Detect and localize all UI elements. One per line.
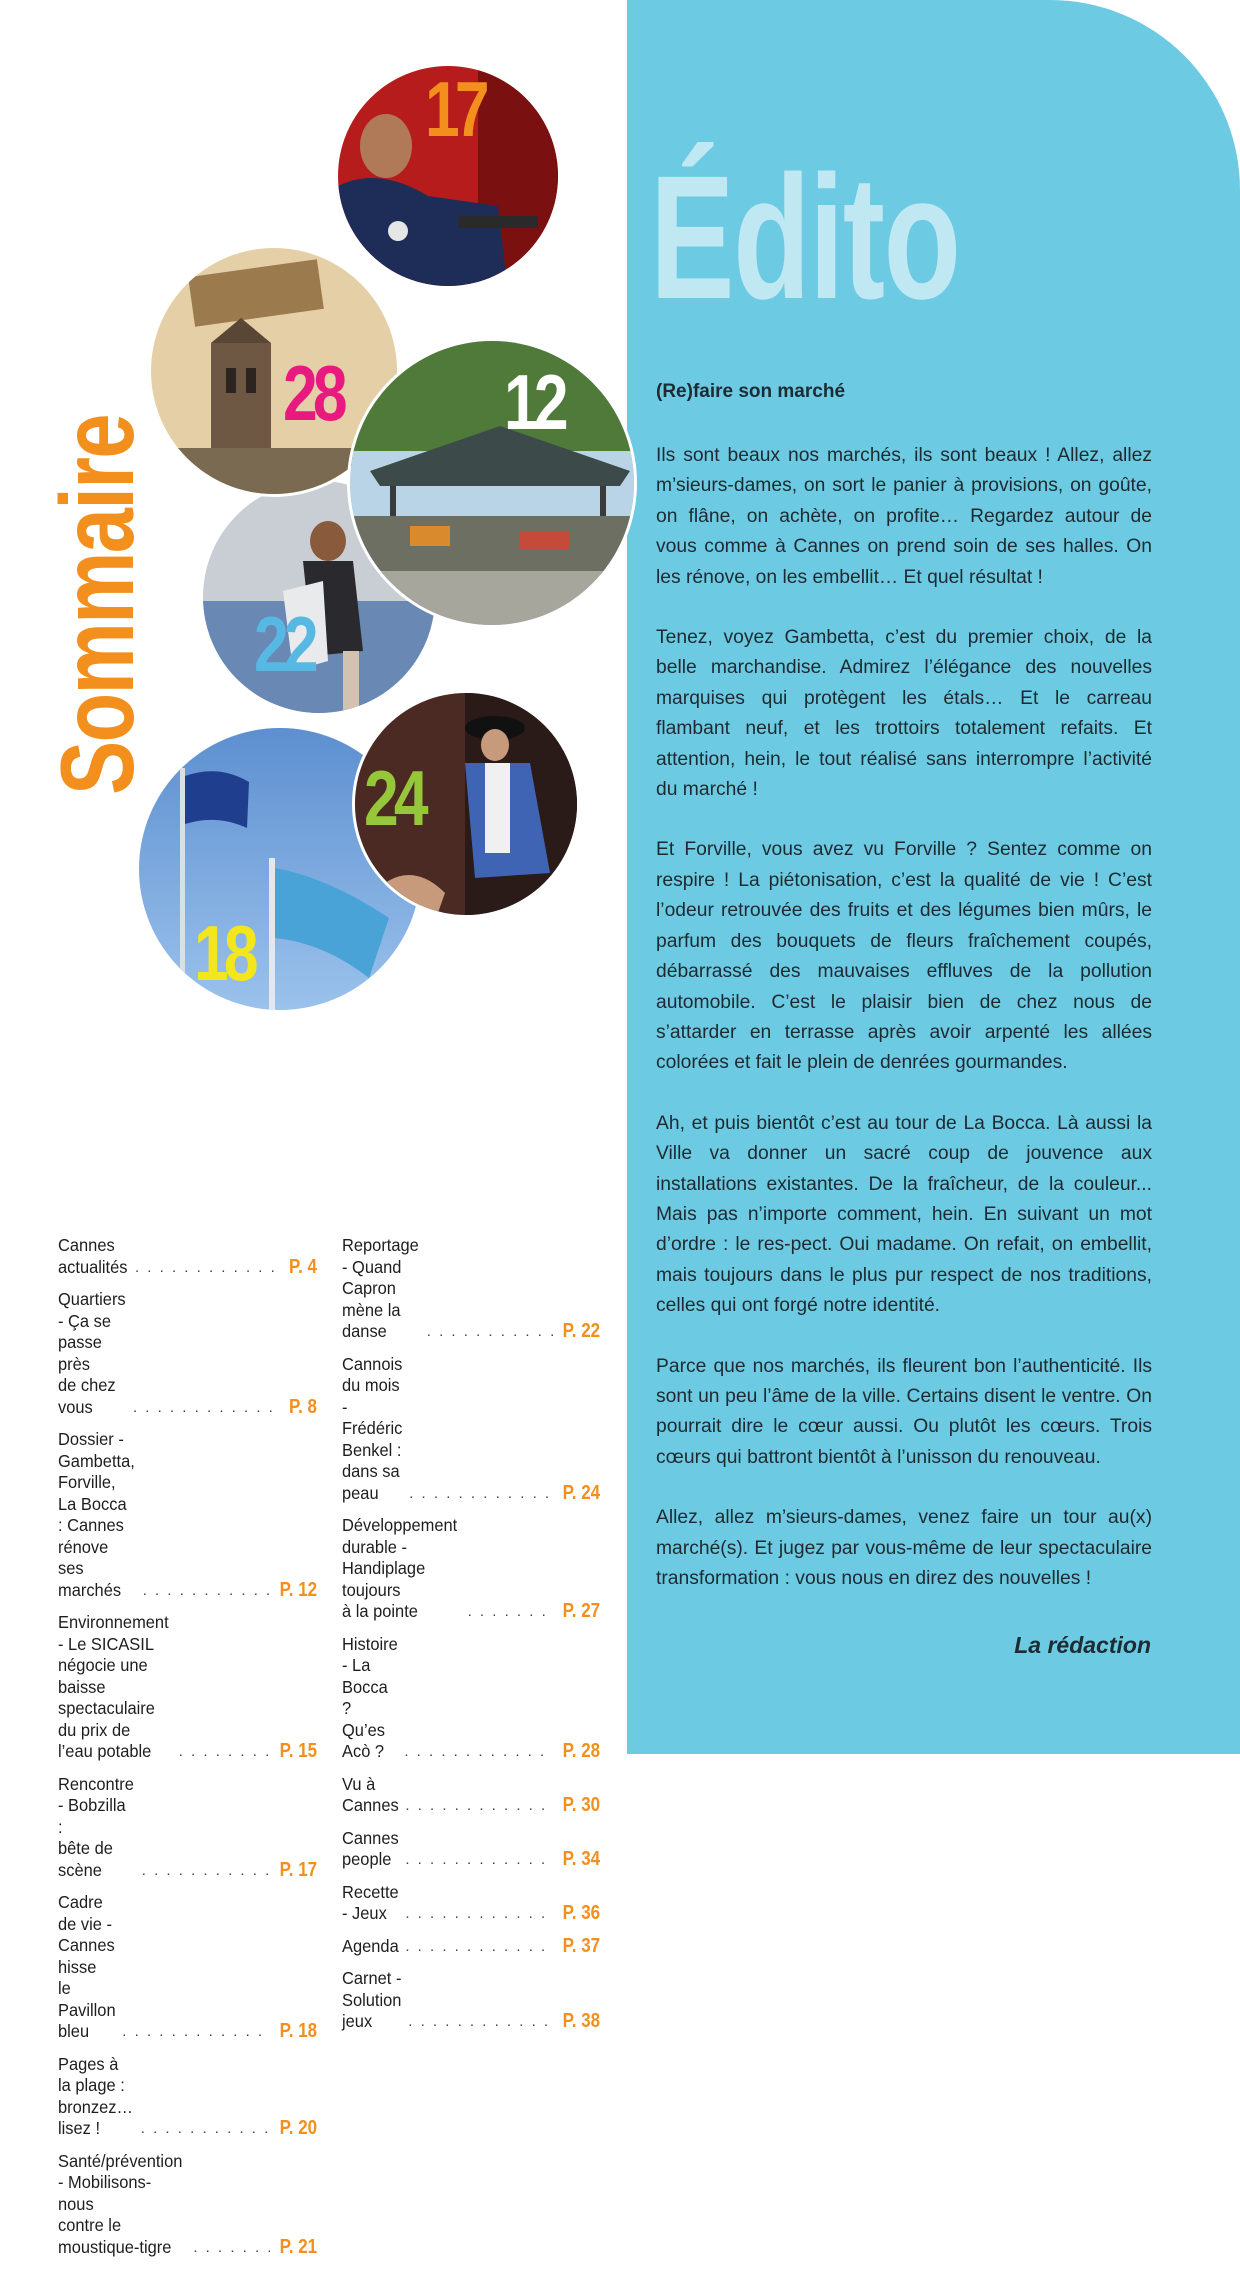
toc-dot-leader bbox=[468, 1601, 553, 1623]
toc-entry-line: Rencontre - Bobzilla : bbox=[58, 1773, 134, 1837]
toc-dot-leader bbox=[122, 2021, 270, 2043]
toc-dot-leader bbox=[405, 1936, 553, 1958]
edito-signature: La rédaction bbox=[1014, 1632, 1151, 1658]
sommaire-title-wrap bbox=[40, 405, 156, 805]
toc-entry-line: du prix de l’eau potable bbox=[58, 1719, 152, 1761]
edito-heading: (Re)faire son marché bbox=[656, 381, 846, 402]
photo-bobzilla[interactable] bbox=[335, 63, 561, 289]
toc-page-number: P. 36 bbox=[562, 1902, 600, 1924]
toc-dot-leader bbox=[133, 1397, 281, 1419]
toc-page-number: P. 4 bbox=[288, 1255, 317, 1278]
toc-right-column bbox=[342, 1235, 600, 2044]
page-number-badge: 18 bbox=[194, 909, 254, 997]
toc-entry-line: Agenda bbox=[342, 1935, 399, 1956]
toc-entry[interactable] bbox=[58, 1235, 317, 1278]
toc-entry[interactable] bbox=[342, 1235, 600, 1343]
edito-paragraph: Tenez, voyez Gambetta, c’est du premier choix, de la belle marchandise. Admirez l’élégance des nouvelles marquises qui protègent les étals… Et le carreau flambant neuf, et les trottoirs totalement refaits. Et attention, hein, le tout réalisé sans interrompre l’activité du marché ! bbox=[656, 627, 1152, 801]
toc-entry-line: Reportage - Quand Capron bbox=[342, 1235, 419, 1298]
toc-entry-title bbox=[342, 1235, 419, 1343]
toc-entry-line: Qu’es Acò ? bbox=[342, 1719, 385, 1761]
toc-entry-title bbox=[342, 1828, 399, 1871]
toc-entry-line: Handiplage toujours bbox=[342, 1558, 426, 1600]
sommaire-title: Sommaire bbox=[40, 415, 156, 795]
page-number-badge: 24 bbox=[364, 754, 424, 842]
toc-page-number: P. 30 bbox=[562, 1794, 600, 1816]
toc-entry-title bbox=[342, 1515, 457, 1623]
toc-page-number: P. 24 bbox=[562, 1481, 600, 1504]
toc-entry-line: Pages à la plage : bbox=[58, 2053, 125, 2095]
toc-entry[interactable] bbox=[342, 1936, 600, 1958]
toc-dot-leader bbox=[143, 1580, 270, 1602]
toc-entry-line: contre le moustique-tigre bbox=[58, 2215, 172, 2257]
toc-entry[interactable] bbox=[58, 1892, 317, 2043]
toc-page-number: P. 38 bbox=[562, 2010, 600, 2032]
toc-dot-leader bbox=[141, 2118, 270, 2140]
toc-entry-title bbox=[58, 1612, 169, 1763]
toc-dot-leader bbox=[142, 1860, 270, 1882]
toc-page-number: P. 34 bbox=[562, 1848, 600, 1870]
toc-entry-line: bête de scène bbox=[58, 1838, 113, 1880]
toc-entry[interactable] bbox=[342, 1828, 600, 1871]
edito-paragraph: Ah, et puis bientôt c’est au tour de La Bocca. Là aussi la Ville va donner un sacré coup de jouvence aux installations existantes. De la fraîcheur, de la couleur... Mais pas n’importe comment, hein. En suivant un mot d’ordre : le res-pect. Oui madame. On refait, on embellit, mais toujours dans le plus pur respect de nos traditions, celles qui ont forgé notre identité. bbox=[656, 1112, 1152, 1317]
toc-entry-title bbox=[342, 1634, 398, 1763]
toc-page-number: P. 20 bbox=[279, 2117, 317, 2139]
toc-entry-title bbox=[342, 1968, 401, 2033]
toc-dot-leader bbox=[408, 2011, 553, 2033]
toc-page-number: P. 15 bbox=[279, 1740, 317, 1762]
toc-entry-line: Quartiers - Ça se passe près bbox=[58, 1289, 126, 1374]
toc-entry-title bbox=[342, 1882, 399, 1925]
toc-entry-line: Développement durable - bbox=[342, 1515, 458, 1557]
toc-dot-leader bbox=[405, 1795, 553, 1817]
toc-entry[interactable] bbox=[342, 1968, 600, 2033]
toc-page-number: P. 28 bbox=[562, 1740, 600, 1762]
toc-entry-line: Cadre de vie - Cannes hisse bbox=[58, 1892, 115, 1977]
toc-entry-title bbox=[58, 1774, 134, 1882]
toc-dot-leader bbox=[135, 1257, 281, 1279]
toc-entry[interactable] bbox=[58, 1429, 317, 1601]
toc-entry-line: à la pointe bbox=[342, 1601, 418, 1621]
photo-market[interactable] bbox=[347, 338, 637, 628]
toc-entry[interactable] bbox=[342, 1354, 600, 1505]
toc-entry[interactable] bbox=[342, 1882, 600, 1925]
edito-paragraph: Parce que nos marchés, ils fleurent bon l’authenticité. Ils sont un peu l’âme de la ville. Certains disent le ventre. On pourrait dire le cœur aussi. Ou plutôt les cœurs. Trois cœurs qui battront bientôt à l’unisson du renouveau. bbox=[656, 1355, 1152, 1468]
toc-entry[interactable] bbox=[58, 2054, 317, 2140]
toc-entry-title bbox=[58, 1892, 116, 2043]
toc-entry-line: le Pavillon bleu bbox=[58, 1978, 116, 2041]
edito-title: Édito bbox=[650, 140, 960, 336]
toc-entry-line: Dossier - Gambetta, Forville, bbox=[58, 1429, 135, 1492]
toc-page-number: P. 22 bbox=[562, 1320, 600, 1342]
toc-entry-line: Santé/prévention - Mobilisons-nous bbox=[58, 2150, 183, 2214]
toc-entry-title bbox=[58, 2054, 133, 2140]
toc-entry-line: Carnet - Solution jeux bbox=[342, 1968, 402, 2031]
toc-entry[interactable] bbox=[58, 1612, 317, 1763]
toc-entry-line: Environnement - Le SICASIL bbox=[58, 1612, 169, 1654]
toc-entry-title bbox=[342, 1354, 402, 1505]
toc-entry-line: ses marchés bbox=[58, 1558, 122, 1600]
edito-paragraph: Allez, allez m’sieurs-dames, venez faire un tour au(x) marché(s). Et jugez par vous-même de leur spectaculaire transformation : vous nous en direz des nouvelles ! bbox=[656, 1507, 1152, 1589]
edito-body bbox=[656, 441, 1152, 1624]
toc-page-number: P. 12 bbox=[279, 1578, 317, 1601]
toc-entry-line: Vu à Cannes bbox=[342, 1773, 399, 1815]
page-number-badge: 17 bbox=[425, 65, 485, 153]
toc-dot-leader bbox=[405, 1903, 553, 1925]
toc-entry[interactable] bbox=[342, 1774, 600, 1817]
toc-entry-title bbox=[58, 2151, 182, 2259]
toc-entry-line: mène la danse bbox=[342, 1299, 401, 1341]
toc-entry-line: La Bocca : Cannes rénove bbox=[58, 1493, 127, 1557]
market-photo-image bbox=[350, 341, 637, 628]
toc-entry-line: Cannes people bbox=[342, 1827, 399, 1869]
edito-paragraph: Et Forville, vous avez vu Forville ? Sentez comme on respire ! La piétonisation, c’est la qualité de vie ! C’est l’odeur retrouvée des fruits et des légumes bien mûrs, le parfum des bouquets de fleurs fraîchement coupés, débarrassé des mauvaises effluves de la pollution automobile. C’est le plaisir bien de chez nous de s’attarder en terrasse après avoir arpenté les allées colorées et fait le plein de denrées gourmandes. bbox=[656, 839, 1152, 1074]
page-number-badge: 12 bbox=[504, 358, 564, 446]
toc-entry-line: de chez vous bbox=[58, 1375, 116, 1417]
toc-entry-line: Histoire - La Bocca ? bbox=[342, 1633, 398, 1718]
toc-entry[interactable] bbox=[342, 1515, 600, 1623]
toc-page-number: P. 18 bbox=[279, 2020, 317, 2042]
toc-page-number: P. 37 bbox=[562, 1934, 600, 1957]
toc-entry-line: Cannes actualités bbox=[58, 1235, 128, 1277]
toc-entry-title bbox=[342, 1936, 399, 1958]
toc-entry-line: dans sa peau bbox=[342, 1461, 400, 1503]
toc-page-number: P. 27 bbox=[562, 1600, 600, 1622]
toc-entry[interactable] bbox=[58, 2151, 317, 2259]
toc-entry-line: Recette - Jeux bbox=[342, 1881, 399, 1923]
toc-entry-line: Cannois du mois - Frédéric Benkel : bbox=[342, 1353, 403, 1460]
toc-left-column bbox=[58, 1235, 317, 2269]
toc-dot-leader bbox=[193, 2237, 270, 2259]
toc-entry-line: négocie une baisse spectaculaire bbox=[58, 1655, 155, 1718]
toc-entry-title bbox=[58, 1429, 135, 1601]
toc-dot-leader bbox=[404, 1741, 553, 1763]
photo-frederic-benkel[interactable] bbox=[352, 690, 580, 918]
page-number-badge: 28 bbox=[283, 349, 343, 437]
page-number-badge: 22 bbox=[254, 600, 314, 688]
toc-entry[interactable] bbox=[58, 1774, 317, 1882]
toc-page-number: P. 21 bbox=[279, 2235, 317, 2258]
edito-paragraph: Ils sont beaux nos marchés, ils sont beaux ! Allez, allez m’sieurs-dames, on sort le panier à provisions, on goûte, on flâne, on achète, on profite… Regardez autour de vous comme à Cannes on prend soin de ses halles. On les rénove, on les embellit… Et quel résultat ! bbox=[656, 445, 1152, 588]
toc-dot-leader bbox=[427, 1321, 553, 1343]
toc-dot-leader bbox=[409, 1483, 553, 1505]
toc-page-number: P. 8 bbox=[288, 1395, 317, 1418]
toc-page-number: P. 17 bbox=[279, 1858, 317, 1881]
toc-entry[interactable] bbox=[342, 1634, 600, 1763]
toc-entry-line: bronzez…lisez ! bbox=[58, 2096, 133, 2138]
toc-entry-title bbox=[58, 1235, 128, 1278]
toc-entry-title bbox=[58, 1289, 126, 1418]
toc-entry-title bbox=[342, 1774, 399, 1817]
toc-dot-leader bbox=[405, 1849, 553, 1871]
toc-entry[interactable] bbox=[58, 1289, 317, 1418]
toc-dot-leader bbox=[179, 1741, 270, 1763]
